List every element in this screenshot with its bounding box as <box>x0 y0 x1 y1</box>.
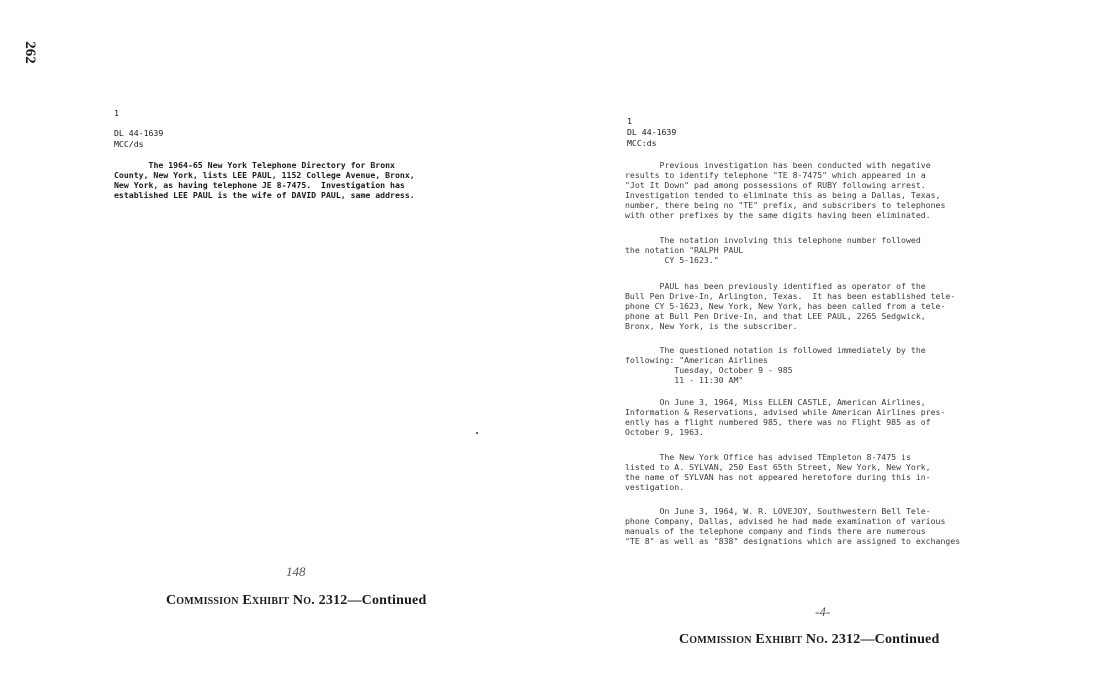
body-paragraph: The 1964-65 New York Telephone Directory for Bronx County, New York, lists LEE PAUL, 1152 College Avenue, Bronx, New York, as having telephone JE 8-7475. Investigation has established LEE PAUL is the wife of DAVID PAUL, same address. <box>114 160 415 200</box>
exhibit-caption <box>679 632 939 648</box>
handwritten-page-mark: -4- <box>815 604 831 619</box>
right-page <box>547 0 1094 691</box>
body-paragraph-2: The notation involving this telephone number followed the notation "RALPH PAUL CY 5-1623." <box>625 235 921 265</box>
body-paragraph-3: PAUL has been previously identified as operator of the Bull Pen Drive-In, Arlington, Texas. It has been established tele- phone CY 5-1623, New York, New York, has been called from a tele- phone at Bull Pen Drive-In, and that LEE PAUL, 2265 Sedgwick, Bronx, New York, is the subscriber. <box>625 281 956 331</box>
body-paragraph-5: On June 3, 1964, Miss ELLEN CASTLE, American Airlines, Information & Reservations, advised while American Airlines pres- ently has a flight numbered 985, there was no Flight 985 as of October 9, 1963. <box>625 397 946 437</box>
caption-number: 2312 <box>831 632 861 647</box>
body-paragraph-7: On June 3, 1964, W. R. LOVEJOY, Southwestern Bell Tele- phone Company, Dallas, advised he had made examination of various manuals of the telephone company and finds there are numerous "TE 8" as well as "838" designations which are assigned to exchanges <box>625 506 961 546</box>
page-marker: 1 <box>114 108 119 118</box>
body-paragraph-1: Previous investigation has been conducted with negative results to identify telephone "TE 8-7475" which appeared in a "Jot It Down" pad among possessions of RUBY following arrest. Investigation tended to eliminate this as being a Dallas, Texas, number, there being no "TE" prefix, and subscribers to telephones with other prefixes by the same digits having been eliminated. <box>625 160 946 220</box>
file-number: DL 44-1639 <box>114 128 164 138</box>
file-initials: MCC:ds <box>627 138 657 148</box>
caption-number: 2312 <box>318 593 348 608</box>
body-paragraph-6: The New York Office has advised TEmpleton 8-7475 is listed to A. SYLVAN, 250 East 65th Street, New York, New York, the name of SYLVAN has not appeared heretofore during this in- vestigation. <box>625 452 931 492</box>
handwritten-page-mark: 148 <box>286 564 306 579</box>
file-number: DL 44-1639 <box>627 127 677 137</box>
caption-prefix: Commission Exhibit No. <box>679 632 828 647</box>
page-marker: 1 <box>627 116 632 126</box>
stray-mark <box>476 432 478 434</box>
page-number: 262 <box>21 41 38 64</box>
body-paragraph-4: The questioned notation is followed immediately by the following: "American Airlines Tuesday, October 9 - 985 11 - 11:30 AM" <box>625 345 926 385</box>
caption-prefix: Commission Exhibit No. <box>166 593 315 608</box>
exhibit-caption <box>166 593 426 609</box>
caption-suffix: —Continued <box>347 593 427 608</box>
file-initials: MCC/ds <box>114 139 144 149</box>
caption-suffix: —Continued <box>860 632 940 647</box>
